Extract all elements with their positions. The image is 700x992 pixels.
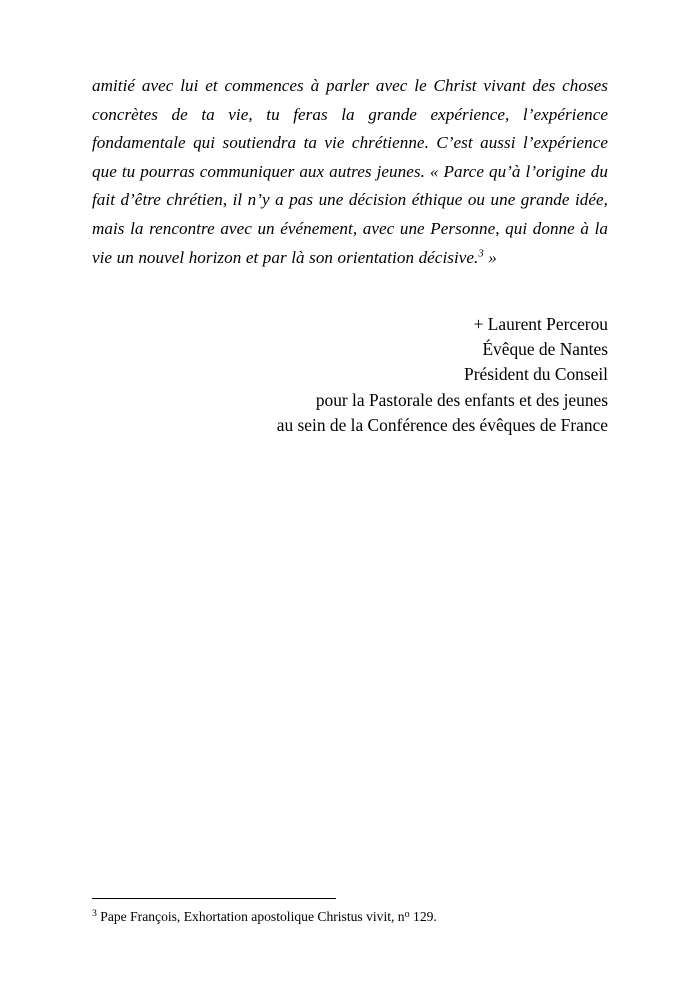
signature-council-scope: pour la Pastorale des enfants et des jeunes bbox=[315, 389, 608, 410]
footnote-ordinal-indicator: o bbox=[404, 908, 410, 920]
footnote-entry bbox=[92, 908, 608, 925]
footnote-number: 3 bbox=[92, 907, 97, 919]
paragraph-closing-guillemet: » bbox=[483, 247, 497, 267]
body-text-block bbox=[92, 72, 608, 272]
signature-name: + Laurent Percerou bbox=[473, 314, 608, 334]
paragraph-main-text: amitié avec lui et commences à parler avec le Christ vivant des choses concrètes de ta vie, tu feras la grande expérience, l’expérience fondamentale qui soutiendra ta vie chrétienne. C’est aussi l’expérience que tu pourras communiquer aux autres jeunes. « Parce qu’à l’origine du fait d’être chrétien, il n’y a pas une décision éthique ou une grande idée, mais la rencontre avec un événement, avec une Personne, qui donne à la vie un nouvel horizon et par là son orientation décisive. bbox=[92, 76, 608, 267]
footnote-separator-rule bbox=[92, 898, 336, 899]
footnote-area bbox=[92, 898, 608, 925]
body-paragraph bbox=[92, 72, 608, 272]
footnote-citation-text: Pape François, Exhortation apostolique Christus vivit, n bbox=[96, 909, 405, 924]
signature-title-bishop: Évêque de Nantes bbox=[482, 339, 608, 360]
signature-organization: au sein de la Conférence des évêques de France bbox=[276, 414, 608, 435]
footnote-reference-superscript: 3 bbox=[478, 248, 484, 259]
footnote-citation-number: 129. bbox=[409, 909, 437, 924]
signature-title-president: Président du Conseil bbox=[464, 364, 608, 385]
signature-block bbox=[92, 312, 608, 438]
